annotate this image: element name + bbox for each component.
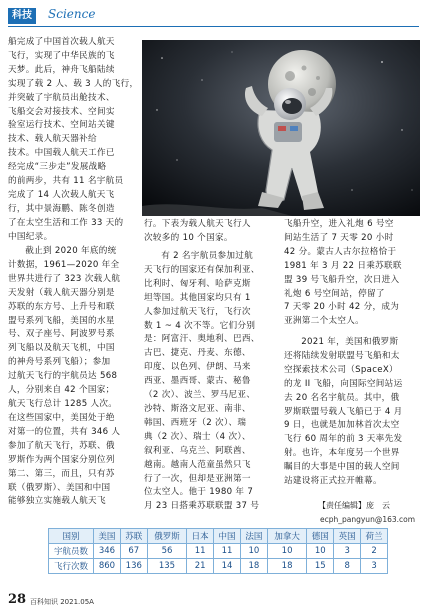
text-line: 技术。中国载人航天工作已: [8, 148, 115, 159]
table-cell: 8: [334, 559, 361, 574]
text-line: 过航天飞行的宇航员达 568: [8, 371, 118, 382]
text-line: 并突破了宇航员出舱技术、: [8, 92, 115, 103]
text-line: 飞行 60 周年的前 3 天率先发: [284, 434, 403, 445]
table-header-cell: 德国: [307, 529, 334, 544]
table-cell: 15: [307, 559, 334, 574]
text-line: 号、双子座号、阿波罗号系: [8, 329, 115, 340]
text-line: （2 次）、波兰、罗马尼亚、: [144, 390, 256, 401]
text-line: 经完成“三步走”发展战略: [8, 162, 107, 173]
text-line: 世界共进行了 323 次载人航: [8, 273, 121, 284]
table-header-cell: 英国: [334, 529, 361, 544]
text-line: 次较多的 10 个国家。: [144, 232, 233, 243]
table-cell: 18: [240, 559, 267, 574]
text-line: 行了一次，但却是亚洲第一: [144, 473, 251, 484]
section-title-en: Science: [48, 7, 96, 21]
text-line: 1981 年 3 月 22 日乘苏联联: [284, 260, 402, 271]
text-line: 的前两步，共有 11 名宇航员: [8, 176, 124, 187]
header-rule: [8, 26, 419, 27]
paragraph: [144, 218, 278, 246]
text-line: 苏联的东方号、上升号和联: [8, 301, 115, 312]
table-cell: 11: [187, 544, 214, 559]
text-line: 列飞船以及航天飞机，中国: [8, 343, 115, 354]
text-line: 数 1 ~ 4 次不等。它们分别: [144, 320, 256, 331]
table-cell: 11: [214, 544, 241, 559]
text-line: 人参加过航天飞行，飞行次: [144, 306, 251, 317]
astronaut-stats-table: [48, 528, 388, 574]
table-row: [49, 559, 388, 574]
text-line: 人，分别来自 42 个国家；: [8, 385, 115, 396]
text-line: 越南。越南人范童虽然只飞: [144, 459, 251, 470]
text-line: 参加了航天飞行，苏联、俄: [8, 440, 115, 451]
paragraph: [284, 218, 420, 329]
table-cell: 3: [361, 559, 388, 574]
editor-email: ecph_pangyun@163.com: [320, 515, 416, 524]
text-line: 2021 年，美国和俄罗斯: [301, 337, 399, 347]
text-line: 技术、载人航天器补给: [8, 134, 97, 145]
table-cell: 2: [361, 544, 388, 559]
table-cell: 宇航员数: [49, 544, 94, 559]
text-line: 位太空人。他于 1980 年 7: [144, 487, 254, 498]
text-line: 西亚、墨西哥、蒙古、秘鲁: [144, 376, 251, 387]
text-line: 典（2 次）、瑞士（4 次）、: [144, 431, 251, 442]
table-row: [49, 544, 388, 559]
table-header-cell: 苏联: [120, 529, 147, 544]
journal-issue: 百科知识 2021.05A: [30, 598, 94, 606]
text-line: 中国纪录。: [8, 231, 53, 242]
text-line: 能够独立实施载人航天飞: [8, 496, 106, 507]
table-cell: 14: [214, 559, 241, 574]
text-line: 盟 39 号飞船升空，次日进入: [284, 274, 400, 285]
text-line: 第二、第三，而且，只有苏: [8, 468, 115, 479]
text-line: 沙特、斯洛文尼亚、南非、: [144, 403, 251, 414]
text-line: 盟号系列飞船，美国的水星: [8, 315, 115, 326]
text-line: 古巴、捷克、丹麦、东德、: [144, 348, 251, 359]
astronaut-moon-illustration: [142, 40, 420, 216]
table-cell: 飞行次数: [49, 559, 94, 574]
table-header-cell: 加拿大: [267, 529, 307, 544]
text-line: 坦等国。其他国家均只有 1: [144, 292, 251, 303]
table-cell: 135: [147, 559, 187, 574]
text-line: 间站生活了 7 天零 20 小时: [284, 232, 394, 243]
text-line: 天梦。此后，神舟飞船陆续: [8, 64, 115, 75]
text-line: 在这些国家中，美国处于绝: [8, 413, 115, 423]
editor-label: 【责任编辑】: [318, 501, 366, 510]
table-header-cell: 国别: [49, 529, 94, 544]
text-line: 航天飞行总计 1285 人次。: [8, 398, 118, 409]
editor-credit: [318, 500, 390, 511]
table-cell: 3: [334, 544, 361, 559]
text-line: 罗斯作为两个国家分别位列: [8, 454, 115, 465]
text-line: 9 日，也就是加加林首次太空: [284, 420, 400, 431]
text-line: 联（俄罗斯）、美国和中国: [8, 482, 111, 493]
text-line: 计数据，1961—2020 年全: [8, 259, 120, 270]
table-cell: 67: [120, 544, 147, 559]
text-line: 瞩目的大事是中国的载人空间: [284, 462, 400, 473]
table-cell: 10: [267, 544, 307, 559]
text-line: 飞船升空，进入礼炮 6 号空: [284, 219, 394, 229]
text-line: 是：阿富汗、奥地利、巴西、: [144, 334, 260, 345]
page-number: 28: [8, 592, 27, 607]
table-header-cell: 荷兰: [361, 529, 388, 544]
text-line: 截止到 2020 年底的统: [25, 246, 117, 256]
table-header-cell: 中国: [214, 529, 241, 544]
table-cell: 346: [94, 544, 121, 559]
table-cell: 56: [147, 544, 187, 559]
text-line: 飞船交会对接技术、空间实: [8, 106, 115, 117]
paragraph: [8, 245, 138, 412]
paragraph: [284, 336, 420, 489]
table-header-row: [49, 529, 388, 544]
text-line: 月 23 日搭乘苏联联盟 37 号: [144, 501, 260, 512]
text-line: 的龙 II 飞船，向国际空间站运: [284, 378, 403, 389]
table-cell: 18: [267, 559, 307, 574]
text-line: 射。也许，本年度另一个世界: [284, 448, 400, 459]
paragraph: [8, 412, 138, 509]
table-cell: 860: [94, 559, 121, 574]
table-cell: 136: [120, 559, 147, 574]
text-line: 去 20 名名宇航员。其中，俄: [284, 392, 400, 403]
left-top-paragraph: [8, 36, 140, 245]
text-line: 有 2 名宇航员参加过航: [161, 251, 254, 261]
text-line: 天飞行的国家还有保加利亚、: [144, 264, 260, 275]
paragraph: [144, 250, 278, 514]
text-line: 印度、以色列、伊朗、马来: [144, 362, 251, 373]
text-line: 站建设将正式拉开帷幕。: [284, 476, 382, 487]
table-header-cell: 美国: [94, 529, 121, 544]
text-line: 的神舟号系列飞船）；参加: [8, 357, 111, 368]
text-line: 还将陆续发射联盟号飞船和太: [284, 350, 400, 361]
text-line: 天发射（载人航天器分别是: [8, 287, 115, 298]
text-line: 实现了载 2 人、载 3 人的飞行，: [8, 78, 139, 89]
text-line: 礼炮 6 号空间站，停留了: [284, 288, 385, 299]
table-header-cell: 法国: [240, 529, 267, 544]
table-header-cell: 俄罗斯: [147, 529, 187, 544]
text-line: 7 天零 20 小时 42 分，成为: [284, 302, 400, 313]
section-tag: 科技: [8, 8, 36, 24]
text-line: 了在太空生活和工作 33 天的: [8, 217, 124, 228]
text-line: 罗斯联盟号载人飞船已于 4 月: [284, 406, 403, 417]
text-line: 行。下表为载人航天飞行人: [144, 219, 251, 229]
editor-name: 庞 云: [366, 501, 390, 510]
text-line: 叙利亚、乌克兰、阿联酋、: [144, 445, 251, 456]
table-cell: 21: [187, 559, 214, 574]
text-line: 行，其中景海鹏、陈冬创造: [8, 203, 115, 214]
table-cell: 10: [240, 544, 267, 559]
text-line: 亚洲第二个太空人。: [284, 316, 365, 327]
table-header-cell: 日本: [187, 529, 214, 544]
text-line: 空探索技术公司（SpaceX）: [284, 364, 398, 375]
text-line: 完成了 14 人次载人航天飞: [8, 189, 115, 200]
text-line: 比利时、匈牙利、哈萨克斯: [144, 278, 251, 289]
text-line: 韩国、西班牙（2 次）、瑞: [144, 417, 247, 428]
text-line: 船完成了中国首次载人航天: [8, 37, 115, 47]
text-line: 验室运行技术、空间站关键: [8, 120, 115, 131]
table-cell: 10: [307, 544, 334, 559]
text-line: 对第一的位置，共有 346 人: [8, 426, 121, 437]
text-line: 42 分。蒙古人古尔拉格恰于: [284, 246, 397, 257]
text-line: 飞行，实现了中华民族的飞: [8, 50, 115, 61]
